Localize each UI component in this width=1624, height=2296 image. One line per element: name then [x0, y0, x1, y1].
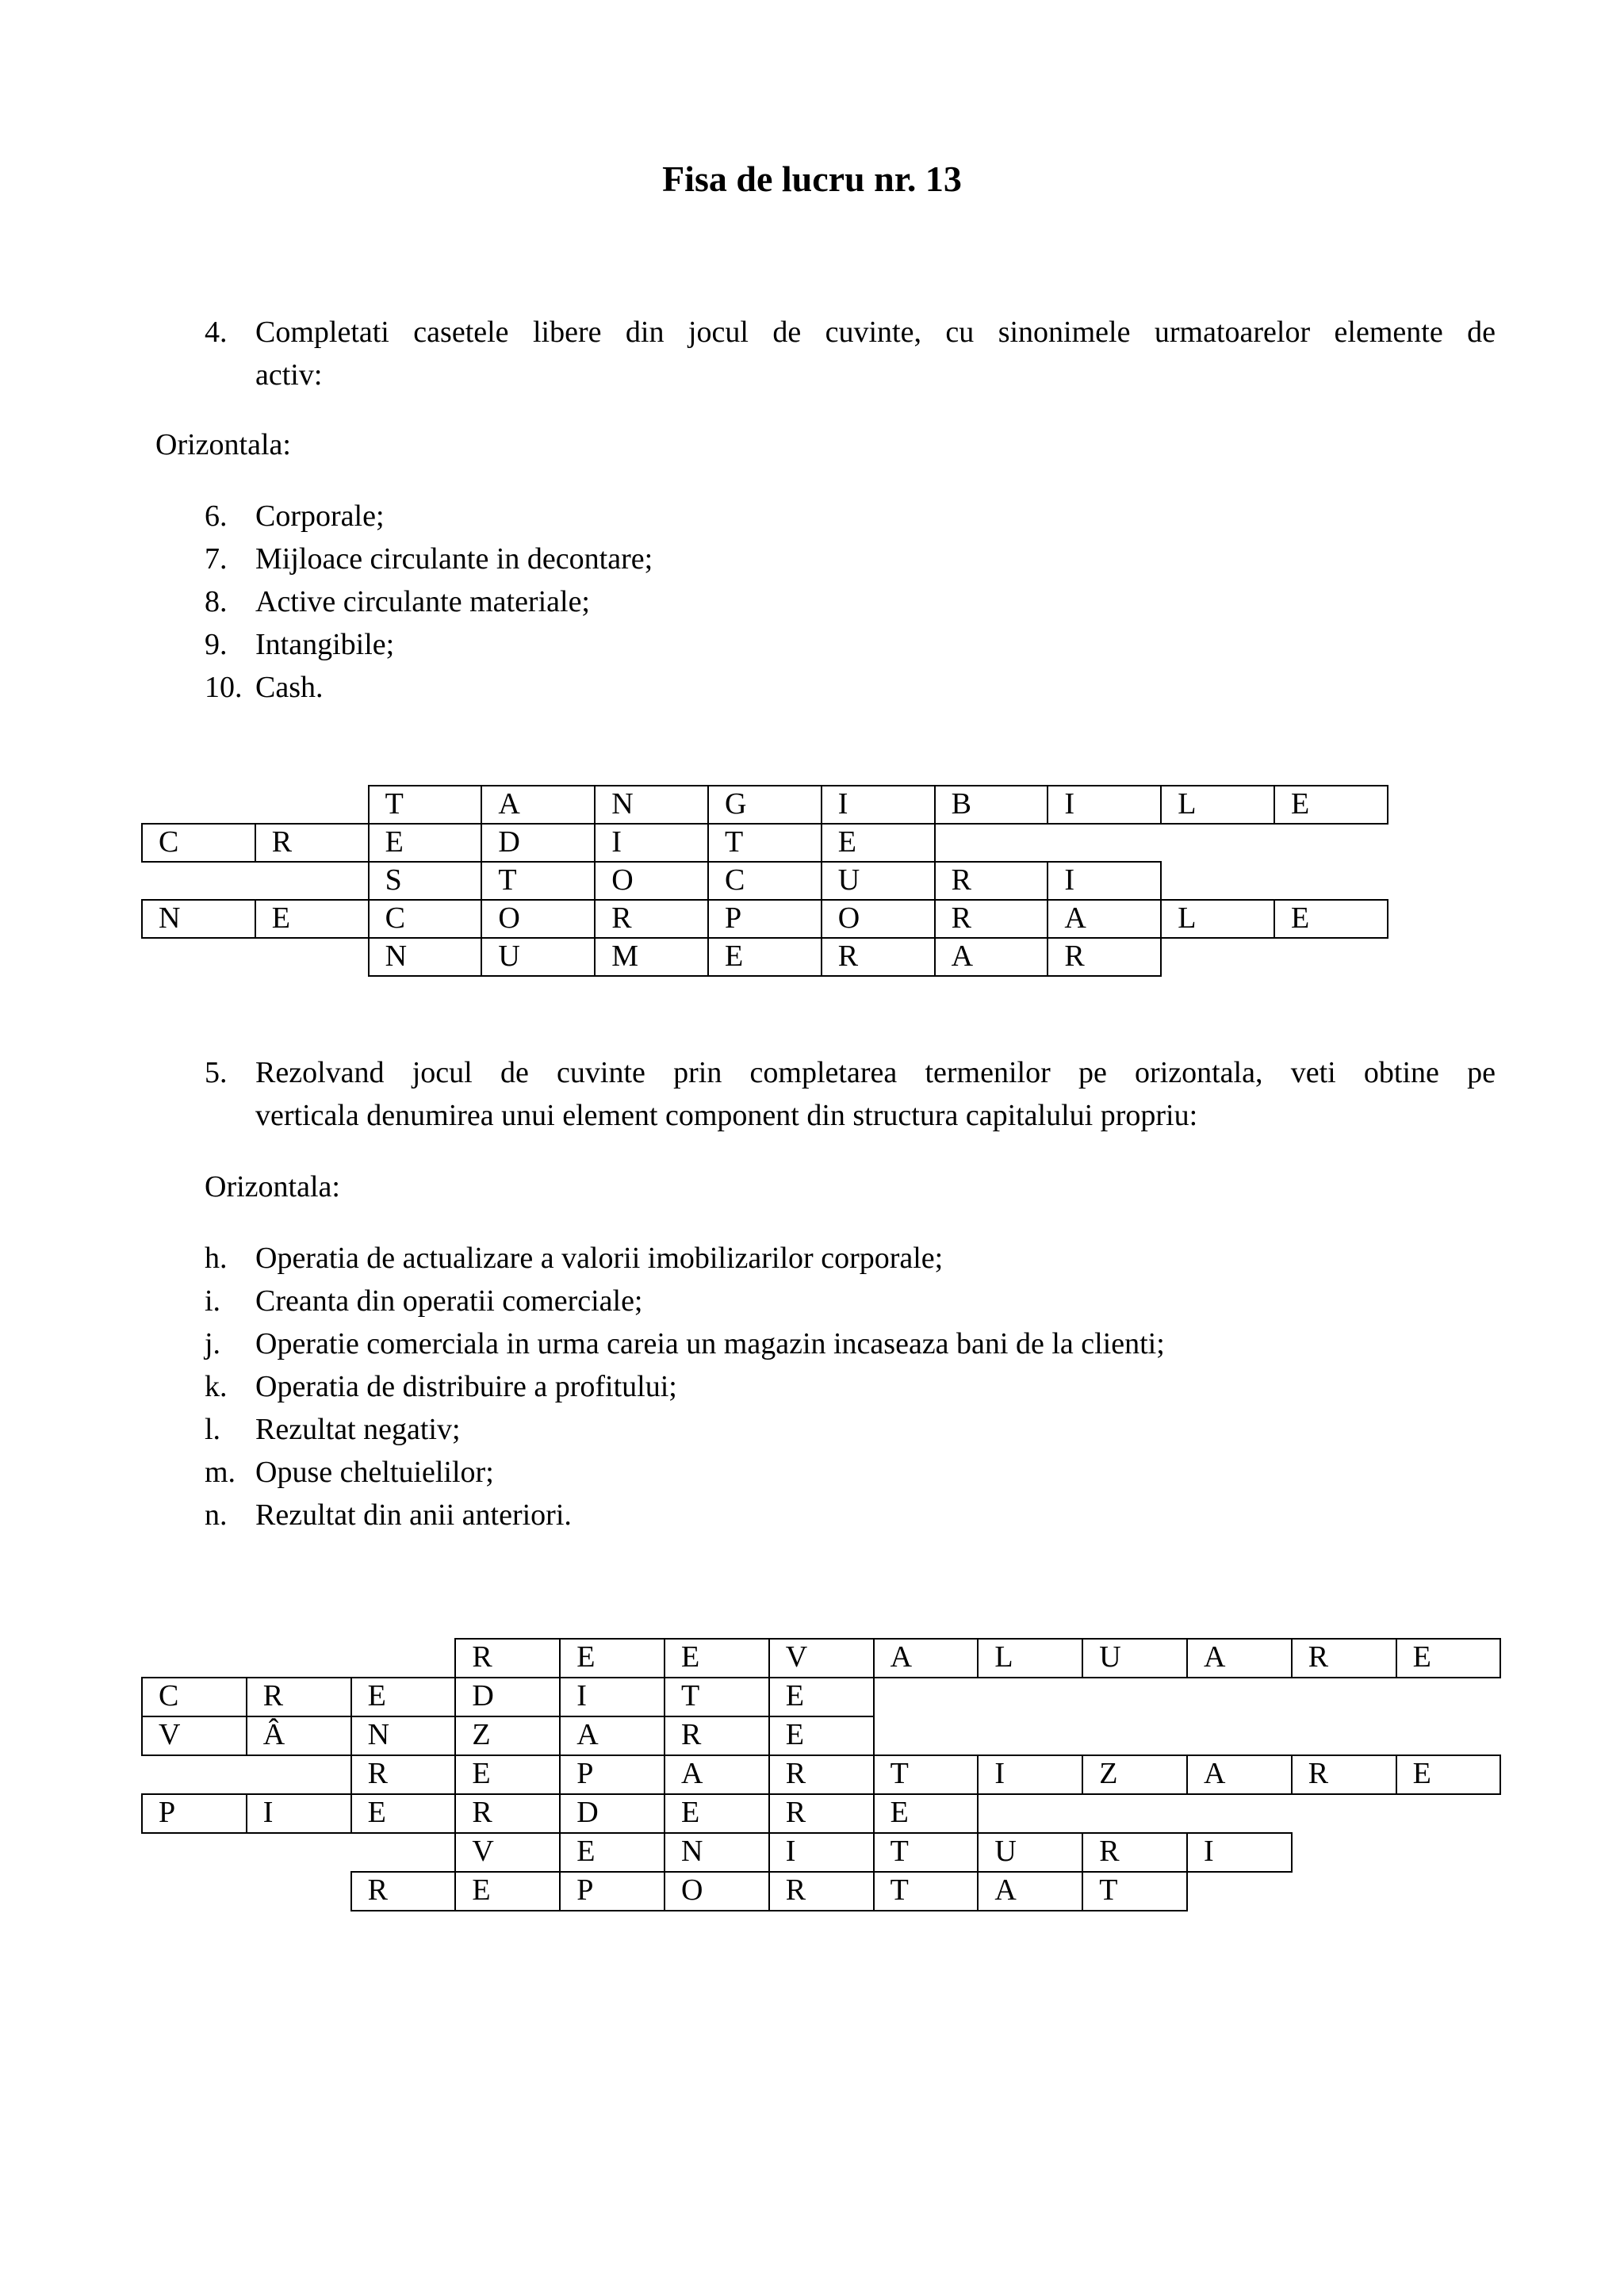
exercise-4-instruction-line-2: activ: — [255, 358, 323, 392]
grid-cell: E — [707, 937, 822, 977]
item-text: Corporale; — [255, 499, 385, 533]
grid-cell: A — [873, 1638, 979, 1678]
grid-cell: E — [559, 1638, 665, 1678]
grid-cell: E — [454, 1755, 561, 1795]
grid-cell: N — [141, 899, 256, 939]
grid-cell: E — [768, 1716, 875, 1756]
grid-cell: P — [559, 1755, 665, 1795]
grid-cell: O — [821, 899, 936, 939]
item-text: Rezultat din anii anteriori. — [255, 1498, 572, 1532]
grid-cell: T — [873, 1755, 979, 1795]
grid-cell: A — [559, 1716, 665, 1756]
grid-cell: E — [1396, 1638, 1502, 1678]
item-text: Opuse cheltuielilor; — [255, 1456, 494, 1489]
grid-cell: E — [350, 1793, 457, 1834]
grid-cell: R — [1291, 1755, 1397, 1795]
grid-cell: E — [821, 823, 936, 863]
exercise-5-instruction-line-2: verticala denumirea unui element component din structura capitalului propriu: — [255, 1099, 1198, 1132]
grid-cell: E — [454, 1871, 561, 1911]
grid-cell: A — [977, 1871, 1083, 1911]
grid-cell: T — [873, 1832, 979, 1873]
grid-cell: O — [664, 1871, 770, 1911]
grid-cell: L — [1160, 785, 1275, 825]
grid-cell: R — [664, 1716, 770, 1756]
grid-cell: R — [934, 861, 1049, 901]
grid-cell: D — [454, 1677, 561, 1717]
grid-cell: O — [594, 861, 709, 901]
item-number: 7. — [205, 542, 228, 576]
grid-cell: D — [481, 823, 596, 863]
grid-cell: E — [350, 1677, 457, 1717]
grid-cell: C — [368, 899, 483, 939]
grid-cell: L — [977, 1638, 1083, 1678]
item-number: 8. — [205, 585, 228, 618]
grid-cell: P — [707, 899, 822, 939]
grid-cell: E — [1274, 899, 1388, 939]
exercise-4-instruction-line-1: Completati casetele libere din jocul de cuvinte, cu sinonimele urmatoarelor elemente de — [255, 316, 1496, 349]
item-text: Operatia de actualizare a valorii imobilizarilor corporale; — [255, 1242, 944, 1275]
item-text: Active circulante materiale; — [255, 585, 590, 618]
grid-cell: I — [559, 1677, 665, 1717]
exercise-4-number: 4. — [205, 316, 228, 349]
grid-cell: A — [934, 937, 1049, 977]
item-text: Cash. — [255, 671, 324, 704]
grid-cell: R — [934, 899, 1049, 939]
grid-cell: E — [1274, 785, 1388, 825]
grid-cell: E — [255, 899, 370, 939]
grid-cell: R — [255, 823, 370, 863]
grid-cell: A — [1186, 1638, 1293, 1678]
item-text: Mijloace circulante in decontare; — [255, 542, 653, 576]
item-number: n. — [205, 1498, 228, 1532]
exercise-5-section-label: Orizontala: — [205, 1170, 340, 1203]
grid-cell: U — [977, 1832, 1083, 1873]
grid-cell: O — [481, 899, 596, 939]
exercise-5-instruction-line-1: Rezolvand jocul de cuvinte prin completarea termenilor pe orizontala, veti obtine pe — [255, 1056, 1496, 1089]
item-text: Operatia de distribuire a profitului; — [255, 1370, 677, 1403]
grid-cell: A — [1047, 899, 1162, 939]
grid-cell: E — [1396, 1755, 1502, 1795]
grid-cell: N — [664, 1832, 770, 1873]
grid-cell: Z — [1082, 1755, 1188, 1795]
grid-cell: E — [368, 823, 483, 863]
item-text: Operatie comerciala in urma careia un magazin incaseaza bani de la clienti; — [255, 1327, 1165, 1360]
grid-cell: A — [481, 785, 596, 825]
grid-cell: I — [1186, 1832, 1293, 1873]
grid-cell: U — [1082, 1638, 1188, 1678]
item-number: 9. — [205, 628, 228, 661]
item-text: Intangibile; — [255, 628, 395, 661]
grid-cell: R — [1291, 1638, 1397, 1678]
grid-cell: R — [1047, 937, 1162, 977]
grid-cell: P — [141, 1793, 247, 1834]
grid-cell: E — [768, 1677, 875, 1717]
grid-cell: G — [707, 785, 822, 825]
grid-cell: R — [768, 1793, 875, 1834]
grid-cell: V — [768, 1638, 875, 1678]
grid-cell: I — [1047, 861, 1162, 901]
grid-cell: P — [559, 1871, 665, 1911]
grid-cell: R — [768, 1755, 875, 1795]
grid-cell: R — [1082, 1832, 1188, 1873]
exercise-5-number: 5. — [205, 1056, 228, 1089]
grid-cell: T — [368, 785, 483, 825]
grid-cell: T — [1082, 1871, 1188, 1911]
grid-cell: T — [707, 823, 822, 863]
item-number: m. — [205, 1456, 236, 1489]
grid-cell: E — [664, 1638, 770, 1678]
grid-cell: T — [664, 1677, 770, 1717]
grid-cell: R — [350, 1755, 457, 1795]
grid-cell: C — [141, 823, 256, 863]
grid-cell: R — [454, 1793, 561, 1834]
page-title: Fisa de lucru nr. 13 — [662, 159, 962, 199]
item-number: h. — [205, 1242, 228, 1275]
grid-cell: I — [768, 1832, 875, 1873]
grid-cell: I — [1047, 785, 1162, 825]
grid-cell: U — [821, 861, 936, 901]
grid-cell: A — [1186, 1755, 1293, 1795]
item-number: i. — [205, 1284, 221, 1318]
grid-cell: I — [977, 1755, 1083, 1795]
grid-cell: R — [454, 1638, 561, 1678]
grid-cell: L — [1160, 899, 1275, 939]
grid-cell: V — [141, 1716, 247, 1756]
item-text: Creanta din operatii comerciale; — [255, 1284, 643, 1318]
item-number: j. — [205, 1327, 221, 1360]
grid-cell: B — [934, 785, 1049, 825]
grid-cell: M — [594, 937, 709, 977]
grid-cell: V — [454, 1832, 561, 1873]
grid-cell: S — [368, 861, 483, 901]
grid-cell: E — [664, 1793, 770, 1834]
grid-cell: R — [821, 937, 936, 977]
item-number: l. — [205, 1413, 221, 1446]
item-number: 10. — [205, 671, 243, 704]
grid-cell: U — [481, 937, 596, 977]
grid-cell: D — [559, 1793, 665, 1834]
grid-cell: T — [481, 861, 596, 901]
grid-cell: I — [246, 1793, 352, 1834]
grid-cell: C — [141, 1677, 247, 1717]
grid-cell: R — [350, 1871, 457, 1911]
item-number: k. — [205, 1370, 228, 1403]
grid-cell: Z — [454, 1716, 561, 1756]
grid-cell: R — [768, 1871, 875, 1911]
item-text: Rezultat negativ; — [255, 1413, 461, 1446]
grid-cell: T — [873, 1871, 979, 1911]
grid-cell: R — [246, 1677, 352, 1717]
grid-cell: Â — [246, 1716, 352, 1756]
grid-cell: N — [594, 785, 709, 825]
grid-cell: R — [594, 899, 709, 939]
grid-cell: E — [873, 1793, 979, 1834]
grid-cell: I — [594, 823, 709, 863]
grid-cell: E — [559, 1832, 665, 1873]
grid-cell: C — [707, 861, 822, 901]
grid-cell: N — [350, 1716, 457, 1756]
exercise-4-section-label: Orizontala: — [155, 428, 291, 461]
grid-cell: I — [821, 785, 936, 825]
item-number: 6. — [205, 499, 228, 533]
grid-cell: A — [664, 1755, 770, 1795]
grid-cell: N — [368, 937, 483, 977]
